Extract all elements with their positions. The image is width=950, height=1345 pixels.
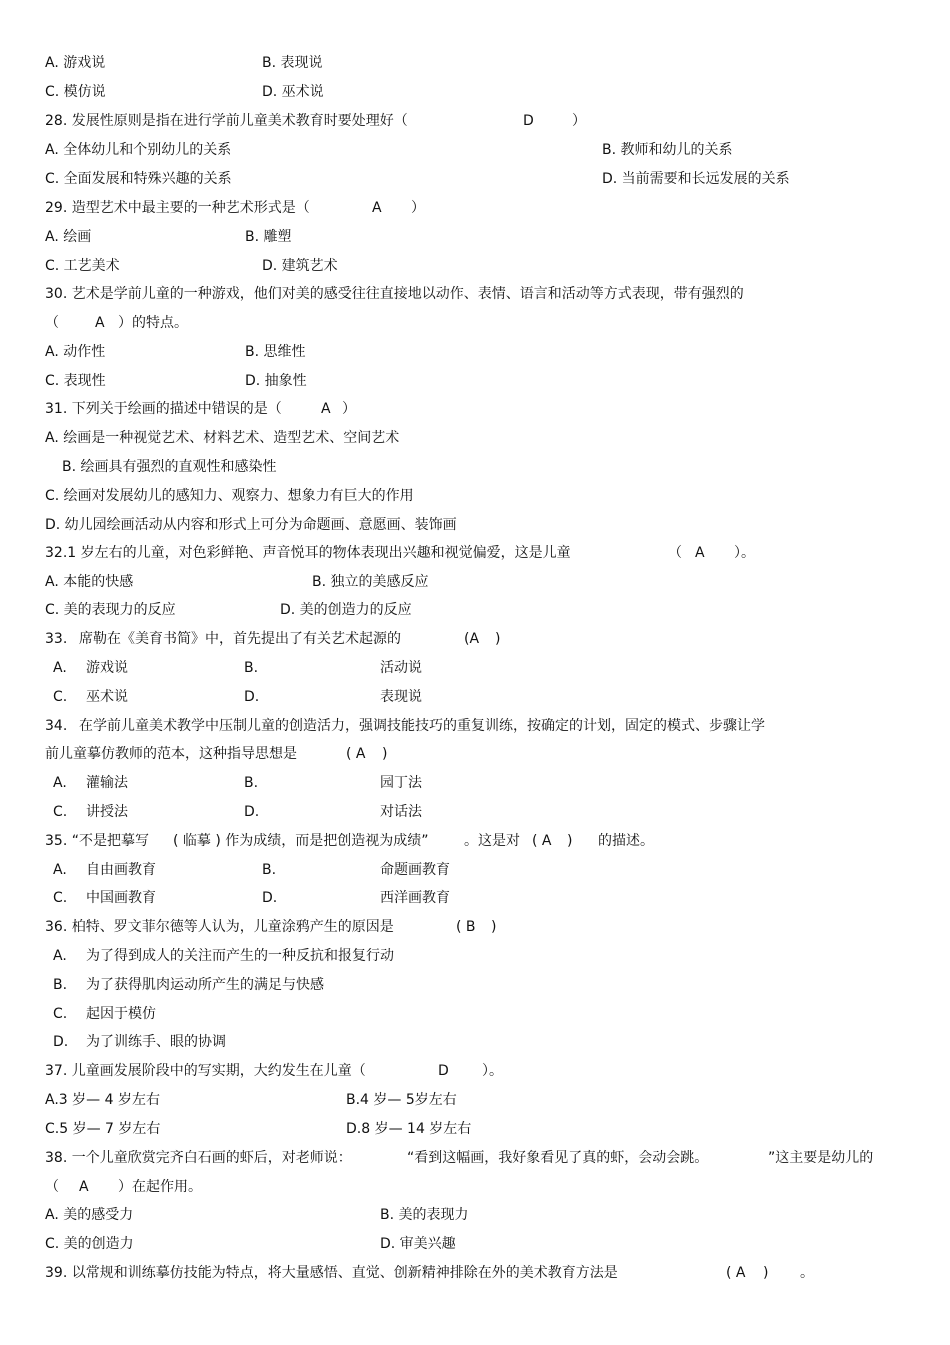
q38-option-a: A. 美的感受力 — [45, 1207, 134, 1223]
q36-option-a-letter: A. — [53, 948, 67, 964]
q39-stem-end: 。 — [800, 1265, 814, 1281]
q28-close-paren: ） — [572, 113, 586, 129]
q34-option-d-text: 对话法 — [380, 804, 422, 820]
q34-option-a-text: 灌输法 — [86, 775, 128, 791]
q33-stem: 席勒在《美育书简》中，首先提出了有关艺术起源的 — [79, 631, 401, 647]
q32-open-paren: （ — [668, 545, 682, 561]
q28-stem: 28. 发展性原则是指在进行学前儿童美术教育时要处理好（ — [45, 113, 408, 129]
q35-option-c-letter: C. — [53, 890, 68, 906]
q36-option-d-text: 为了训练手、眼的协调 — [86, 1034, 226, 1050]
q33-close-paren: ) — [495, 631, 501, 647]
q29-option-b: B. 雕塑 — [245, 229, 292, 245]
q30-option-b: B. 思维性 — [245, 344, 306, 360]
q29-option-c: C. 工艺美术 — [45, 258, 120, 274]
q34-option-a-letter: A. — [53, 775, 67, 791]
q37-close-paren: ）。 — [482, 1063, 503, 1079]
q37-answer: D — [438, 1063, 449, 1079]
q33-option-b-letter: B. — [244, 660, 259, 676]
q37-option-b: B.4 岁— 5岁左右 — [346, 1092, 457, 1108]
q29-option-d: D. 建筑艺术 — [262, 258, 338, 274]
q38-open-paren: （ — [45, 1179, 59, 1195]
q37-option-d: D.8 岁— 14 岁左右 — [346, 1121, 472, 1137]
q27-option-b: B. 表现说 — [262, 55, 323, 71]
q36-option-c-letter: C. — [53, 1006, 68, 1022]
q34-answer: ( A — [346, 746, 366, 762]
q32-answer: A — [695, 545, 705, 561]
q32-option-d: D. 美的创造力的反应 — [280, 602, 412, 618]
q30-option-c: C. 表现性 — [45, 373, 106, 389]
q35-option-a-text: 自由画教育 — [86, 862, 156, 878]
q34-option-c-letter: C. — [53, 804, 68, 820]
q34-option-d-letter: D. — [244, 804, 260, 820]
q35-close-paren: ) — [567, 833, 573, 849]
q39-answer: ( A — [726, 1265, 746, 1281]
q30-option-a: A. 动作性 — [45, 344, 106, 360]
q30-option-d: D. 抽象性 — [245, 373, 307, 389]
q37-stem: 37. 儿童画发展阶段中的写实期，大约发生在儿童（ — [45, 1063, 366, 1079]
q32-stem: 32.1 岁左右的儿童，对色彩鲜艳、声音悦耳的物体表现出兴趣和视觉偏爱，这是儿童 — [45, 545, 571, 561]
q35-option-d-letter: D. — [262, 890, 278, 906]
q31-option-d: D. 幼儿园绘画活动从内容和形式上可分为命题画、意愿画、装饰画 — [45, 517, 457, 533]
q36-answer: ( B — [456, 919, 476, 935]
q33-option-d-letter: D. — [244, 689, 260, 705]
q38-quote: “看到这幅画，我好象看见了真的虾，会动会跳。 — [407, 1150, 709, 1166]
q37-option-c: C.5 岁— 7 岁左右 — [45, 1121, 161, 1137]
q35-option-d-text: 西洋画教育 — [380, 890, 450, 906]
q36-option-d-letter: D. — [53, 1034, 69, 1050]
q33-number: 33. — [45, 631, 68, 647]
q29-option-a: A. 绘画 — [45, 229, 92, 245]
q35-option-a-letter: A. — [53, 862, 67, 878]
q27-option-c: C. 模仿说 — [45, 84, 106, 100]
q38-option-b: B. 美的表现力 — [380, 1207, 469, 1223]
q38-stem: 38. 一个儿童欣赏完齐白石画的虾后，对老师说： — [45, 1150, 352, 1166]
q35-stem-end: 的描述。 — [598, 833, 654, 849]
q29-close-paren: ） — [411, 200, 425, 216]
q33-option-c-letter: C. — [53, 689, 68, 705]
q33-option-c-text: 巫术说 — [86, 689, 128, 705]
q38-stem-end: ）在起作用。 — [118, 1179, 202, 1195]
q30-open-paren: （ — [45, 315, 59, 331]
q36-close-paren: ) — [491, 919, 497, 935]
q31-option-a: A. 绘画是一种视觉艺术、材料艺术、造型艺术、空间艺术 — [45, 430, 400, 446]
q33-option-b-text: 活动说 — [380, 660, 422, 676]
q35-stem-tail: 。这是对 — [464, 833, 520, 849]
q39-stem: 39. 以常规和训练摹仿技能为特点，将大量感悟、直觉、创新精神排除在外的美术教育方法是 — [45, 1265, 618, 1281]
q35-option-b-letter: B. — [262, 862, 277, 878]
q32-option-a: A. 本能的快感 — [45, 574, 134, 590]
q34-number: 34. — [45, 718, 68, 734]
q31-stem: 31. 下列关于绘画的描述中错误的是（ — [45, 401, 282, 417]
q38-answer: A — [79, 1179, 89, 1195]
q31-close-paren: ） — [342, 401, 356, 417]
q39-close-paren: ) — [763, 1265, 769, 1281]
q32-close-paren: ）。 — [734, 545, 755, 561]
q34-option-b-letter: B. — [244, 775, 259, 791]
q29-answer: A — [372, 200, 382, 216]
q34-stem: 在学前儿童美术教学中压制儿童的创造活力，强调技能技巧的重复训练，按确定的计划，固定的模式、步骤让学 — [79, 718, 765, 734]
q33-option-a-letter: A. — [53, 660, 67, 676]
q31-answer: A — [321, 401, 331, 417]
q34-close-paren: ) — [382, 746, 388, 762]
q28-answer: D — [523, 113, 534, 129]
q38-option-c: C. 美的创造力 — [45, 1236, 134, 1252]
q36-option-a-text: 为了得到成人的关注而产生的一种反抗和报复行动 — [86, 948, 394, 964]
q28-option-b: B. 教师和幼儿的关系 — [602, 142, 733, 158]
q30-answer: A — [95, 315, 105, 331]
q28-option-c: C. 全面发展和特殊兴趣的关系 — [45, 171, 232, 187]
q29-stem: 29. 造型艺术中最主要的一种艺术形式是（ — [45, 200, 310, 216]
q30-stem: 30. 艺术是学前儿童的一种游戏，他们对美的感受往往直接地以动作、表情、语言和活动等方式表现，带有强烈的 — [45, 286, 744, 302]
q36-option-c-text: 起因于模仿 — [86, 1006, 156, 1022]
q35-option-b-text: 命题画教育 — [380, 862, 450, 878]
q32-option-b: B. 独立的美感反应 — [312, 574, 429, 590]
q35-stem: 35. “不是把摹写 — [45, 833, 149, 849]
q34-option-c-text: 讲授法 — [86, 804, 128, 820]
q34-option-b-text: 园丁法 — [380, 775, 422, 791]
q28-option-d: D. 当前需要和长远发展的关系 — [602, 171, 790, 187]
q35-option-c-text: 中国画教育 — [86, 890, 156, 906]
q35-stem-mid: ( 临摹 ) 作为成绩，而是把创造视为成绩” — [173, 833, 429, 849]
q38-stem-tail: ”这主要是幼儿的 — [768, 1150, 874, 1166]
q38-option-d: D. 审美兴趣 — [380, 1236, 456, 1252]
q31-option-c: C. 绘画对发展幼儿的感知力、观察力、想象力有巨大的作用 — [45, 488, 414, 504]
q28-option-a: A. 全体幼儿和个别幼儿的关系 — [45, 142, 232, 158]
q36-option-b-letter: B. — [53, 977, 68, 993]
q33-option-a-text: 游戏说 — [86, 660, 128, 676]
q27-option-a: A. 游戏说 — [45, 55, 106, 71]
q30-stem-end: ）的特点。 — [118, 315, 188, 331]
q31-option-b: B. 绘画具有强烈的直观性和感染性 — [62, 459, 277, 475]
q33-option-d-text: 表现说 — [380, 689, 422, 705]
q33-answer: (A — [464, 631, 480, 647]
q27-option-d: D. 巫术说 — [262, 84, 324, 100]
q34-stem-cont: 前儿童摹仿教师的范本，这种指导思想是 — [45, 746, 297, 762]
q35-answer: ( A — [532, 833, 552, 849]
q32-option-c: C. 美的表现力的反应 — [45, 602, 176, 618]
q37-option-a: A.3 岁— 4 岁左右 — [45, 1092, 160, 1108]
q36-option-b-text: 为了获得肌肉运动所产生的满足与快感 — [86, 977, 324, 993]
q36-stem: 36. 柏特、罗文菲尔德等人认为，儿童涂鸦产生的原因是 — [45, 919, 394, 935]
